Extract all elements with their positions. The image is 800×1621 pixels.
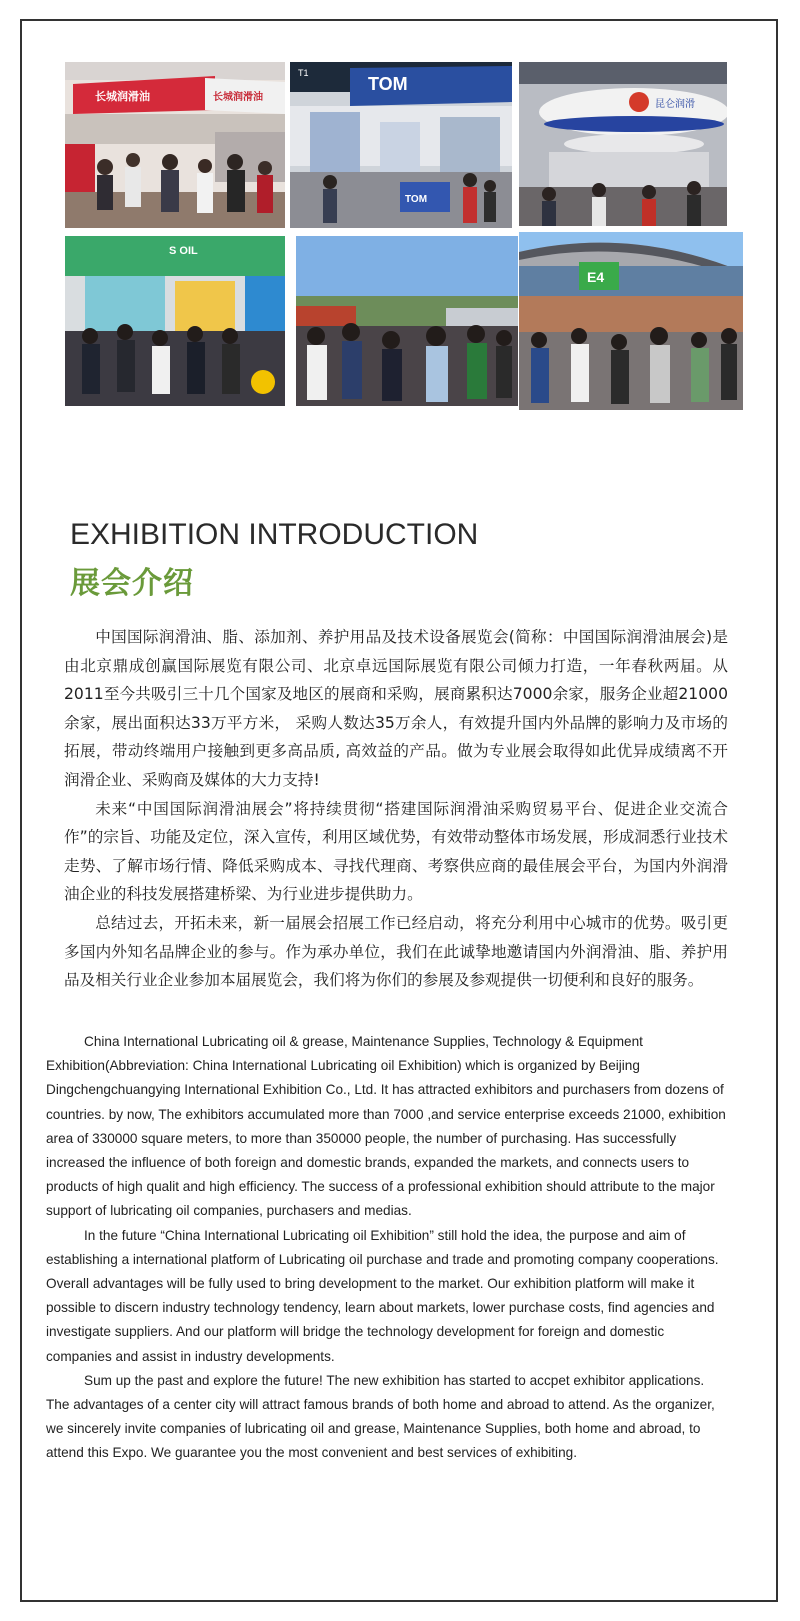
english-introduction <box>46 1030 726 1466</box>
section-title-en: EXHIBITION INTRODUCTION <box>70 518 479 551</box>
en-paragraph: In the future “China International Lubricating oil Exhibition” still hold the idea, the purpose and aim of establishing a international platform of Lubricating oil purchase and trade and promoting company cooperations. Overall advantages will be fully used to bring development to the market. Our exhibition platform will make it possible to discern industry technology tendency, learn about markets, lower purchase costs, find agencies and investigate suppliers. And our platform will bridge the technology development for foreign and domestic companies and assist in industry developments. <box>46 1227 719 1364</box>
exhibition-photo-3 <box>519 62 727 226</box>
booth-sign-text: 长城润滑油 <box>213 92 263 103</box>
en-paragraph: China International Lubricating oil & grease, Maintenance Supplies, Technology & Equipment Exhibition(Abbreviation: China International Lubricating oil Exhibition) which is organized by Beijing Dingchengchuangying International Exhibition Co., Ltd. It has attracted exhibitors and purchasers from dozens of countries. by now, The exhibitors accumulated more than 7000 ,and service enterprise exceeds 21000, exhibition area of 330000 square meters, to more than 350000 people, the number of purchasing. Has successfully increased the influence of both foreign and domestic brands, expanded the markets, and connects users to products of high qualit and high efficiency. The success of a professional exhibition should attribute to the major support of lubricating oil companies, purchasers and medias. <box>46 1034 726 1219</box>
en-paragraph: Sum up the past and explore the future! The new exhibition has started to accpet exhibitor applications. The advantages of a center city will attract famous brands of both home and abroad to attend. As the organizer, we sincerely invite companies of lubricating oil and grease, Maintenance Supplies, both home and abroad, to attend this Expo. We guarantee you the most convenient and best services of exhibiting. <box>46 1372 715 1461</box>
booth-sign-text: E4 <box>587 269 605 285</box>
cn-paragraph: 总结过去，开拓未来，新一届展会招展工作已经启动，将充分利用中心城市的优势。吸引更多国内外知名品牌企业的参与。作为承办单位，我们在此诚挚地邀请国内外润滑油、脂、养护用品及相关行业企业参加本届展览会，我们将为你们的参展及参观提供一切便利和良好的服务。 <box>64 913 728 990</box>
exhibition-photo-6 <box>519 232 743 410</box>
exhibition-photo-2 <box>290 62 512 228</box>
booth-sign-text: 长城润滑油 <box>95 90 150 103</box>
booth-sign-text: S OIL <box>169 245 198 257</box>
cn-paragraph: 未来“中国国际润滑油展会”将持续贯彻“搭建国际润滑油采购贸易平台、促进企业交流合作”的宗旨、功能及定位，深入宣传，利用区域优势，有效带动整体市场发展，形成洞悉行业技术走势、了解市场行情、降低采购成本、寻找代理商、考察供应商的最佳展会平台，为国内外润滑油企业的科技发展搭建桥梁、为行业进步提供助力。 <box>64 799 728 904</box>
exhibition-photo-1 <box>65 62 285 228</box>
cn-paragraph: 中国国际润滑油、脂、添加剂、养护用品及技术设备展览会(简称：中国国际润滑油展会)是由北京鼎成创赢国际展览有限公司、北京卓远国际展览有限公司倾力打造，一年春秋两届。从2011至今共吸引三十几个国家及地区的展商和采购，展商累积达7000余家，服务企业超21000 余家，展出面积达33万平方米， 采购人数达35万余人，有效提升国内外品牌的影响力及市场的拓展，带动终端用户接触到更多高品质, 高效益的产品。做为专业展会取得如此优异成绩离不开润滑企业、采购商及媒体的大力支持! <box>64 628 728 789</box>
exhibition-photo-5 <box>296 236 518 406</box>
booth-sign-text: TOM <box>405 194 428 205</box>
booth-sign-text: TOM <box>368 74 408 94</box>
booth-sign-text: 昆仑润滑 <box>655 99 695 110</box>
section-title-cn: 展会介绍 <box>70 566 194 601</box>
chinese-introduction <box>64 623 728 995</box>
booth-sign-text: T1 <box>298 68 309 78</box>
exhibition-photo-4 <box>65 236 285 406</box>
